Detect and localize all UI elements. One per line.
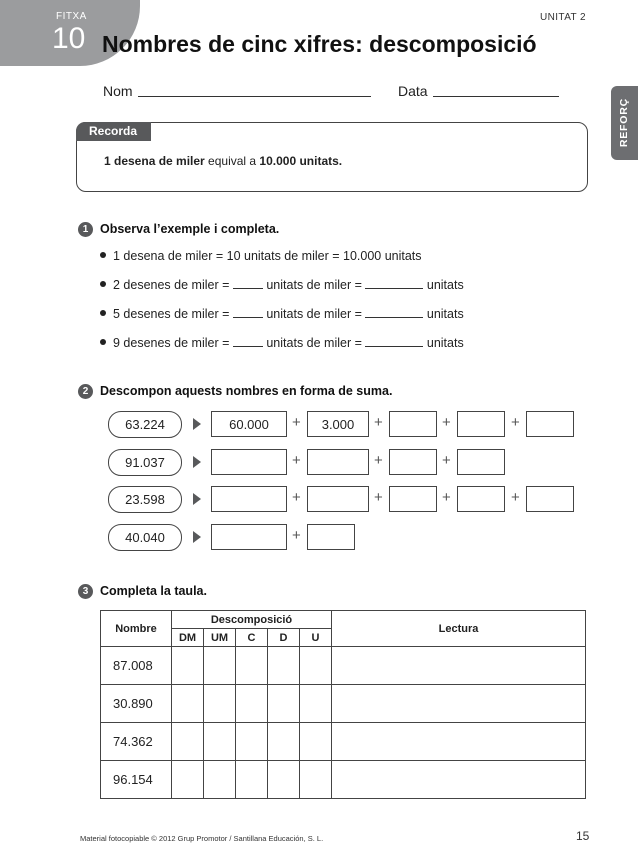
plus-sign: + (292, 452, 301, 469)
plus-sign: + (292, 527, 301, 544)
answer-box[interactable] (211, 449, 287, 475)
bullet-icon (100, 281, 106, 287)
answer-box[interactable] (457, 486, 505, 512)
plus-sign: + (442, 414, 451, 431)
cell-c[interactable] (236, 761, 268, 799)
exercise-2-title: Descompon aquests nombres en forma de suma. (100, 384, 393, 398)
row-middle: unitats de miler = (266, 307, 362, 321)
header-descomposicio: Descomposició (172, 611, 332, 629)
reforc-label: REFORÇ (618, 98, 630, 148)
header-lectura: Lectura (332, 611, 586, 647)
nom-field[interactable] (138, 96, 371, 97)
cell-um[interactable] (204, 647, 236, 685)
row-number: 30.890 (101, 685, 172, 723)
copyright-footer: Material fotocopiable © 2012 Grup Promotor / Santillana Educación, S. L. (80, 834, 324, 843)
cell-um[interactable] (204, 761, 236, 799)
row-suffix: unitats (426, 307, 464, 321)
table-row (101, 761, 586, 799)
exercise-1-row (100, 278, 464, 292)
answer-box[interactable] (307, 486, 369, 512)
header-u: U (300, 629, 332, 647)
bullet-icon (100, 310, 106, 316)
answer-blank[interactable] (365, 336, 423, 347)
recorda-value: 10.000 unitats. (259, 154, 343, 168)
answer-box[interactable] (211, 524, 287, 550)
number-pill: 63.224 (108, 411, 182, 438)
cell-c[interactable] (236, 647, 268, 685)
exercise-1-row (100, 336, 464, 350)
cell-u[interactable] (300, 647, 332, 685)
cell-lectura[interactable] (332, 685, 586, 723)
reforc-side-tab (611, 86, 638, 160)
plus-sign: + (374, 452, 383, 469)
table-row (101, 723, 586, 761)
cell-um[interactable] (204, 723, 236, 761)
plus-sign: + (374, 414, 383, 431)
row-prefix: 5 desenes de miler = (113, 307, 230, 321)
answer-box[interactable] (389, 411, 437, 437)
answer-blank[interactable] (365, 278, 423, 289)
header-d: D (268, 629, 300, 647)
arrow-right-icon (193, 493, 201, 505)
recorda-text (104, 154, 342, 168)
header-um: UM (204, 629, 236, 647)
row-number: 96.154 (101, 761, 172, 799)
plus-sign: + (292, 489, 301, 506)
recorda-connector: equival a (204, 154, 260, 168)
row-prefix: 9 desenes de miler = (113, 336, 230, 350)
row-number: 74.362 (101, 723, 172, 761)
row-suffix: unitats (426, 278, 464, 292)
header-dm: DM (172, 629, 204, 647)
page-title: Nombres de cinc xifres: descomposició (102, 31, 537, 57)
answer-box[interactable] (211, 486, 287, 512)
cell-u[interactable] (300, 761, 332, 799)
cell-dm[interactable] (172, 761, 204, 799)
cell-d[interactable] (268, 761, 300, 799)
exercise-3-title: Completa la taula. (100, 584, 207, 598)
exercise-1-number: 1 (78, 222, 93, 237)
number-pill: 40.040 (108, 524, 182, 551)
data-field[interactable] (433, 96, 559, 97)
header-c: C (236, 629, 268, 647)
exercise-1-row (100, 307, 464, 321)
answer-box[interactable] (526, 411, 574, 437)
fitxa-label: FITXA (56, 11, 87, 22)
example-text: 1 desena de miler = 10 unitats de miler = 10.000 unitats (113, 249, 422, 263)
answer-box[interactable] (307, 524, 355, 550)
row-suffix: unitats (426, 336, 464, 350)
answer-box[interactable] (307, 449, 369, 475)
cell-lectura[interactable] (332, 761, 586, 799)
recorda-term: 1 desena de miler (104, 154, 205, 168)
answer-box[interactable] (389, 449, 437, 475)
row-middle: unitats de miler = (266, 336, 362, 350)
cell-d[interactable] (268, 723, 300, 761)
answer-box[interactable] (457, 411, 505, 437)
cell-d[interactable] (268, 647, 300, 685)
row-prefix: 2 desenes de miler = (113, 278, 230, 292)
answer-blank[interactable] (233, 336, 263, 347)
page-number: 15 (576, 829, 590, 843)
arrow-right-icon (193, 418, 201, 430)
cell-um[interactable] (204, 685, 236, 723)
cell-u[interactable] (300, 685, 332, 723)
answer-blank[interactable] (233, 307, 263, 318)
answer-box[interactable] (457, 449, 505, 475)
plus-sign: + (374, 489, 383, 506)
plus-sign: + (511, 414, 520, 431)
arrow-right-icon (193, 456, 201, 468)
exercise-2-number: 2 (78, 384, 93, 399)
cell-lectura[interactable] (332, 723, 586, 761)
bullet-icon (100, 252, 106, 258)
decomposition-table (100, 610, 586, 799)
cell-lectura[interactable] (332, 647, 586, 685)
answer-blank[interactable] (233, 278, 263, 289)
header-nombre: Nombre (101, 611, 172, 647)
cell-dm[interactable] (172, 685, 204, 723)
number-pill: 91.037 (108, 449, 182, 476)
plus-sign: + (292, 414, 301, 431)
plus-sign: + (442, 489, 451, 506)
unit-label: UNITAT 2 (540, 12, 586, 23)
table-row (101, 685, 586, 723)
answer-box[interactable] (389, 486, 437, 512)
cell-d[interactable] (268, 685, 300, 723)
exercise-1-title: Observa l’exemple i completa. (100, 222, 280, 236)
row-number: 87.008 (101, 647, 172, 685)
data-label: Data (398, 83, 428, 99)
recorda-tag (76, 122, 151, 141)
cell-dm[interactable] (172, 723, 204, 761)
fitxa-number: 10 (52, 22, 86, 55)
answer-box[interactable] (526, 486, 574, 512)
plus-sign: + (511, 489, 520, 506)
bullet-icon (100, 339, 106, 345)
cell-u[interactable] (300, 723, 332, 761)
plus-sign: + (442, 452, 451, 469)
number-pill: 23.598 (108, 486, 182, 513)
nom-label: Nom (103, 83, 133, 99)
arrow-right-icon (193, 531, 201, 543)
cell-c[interactable] (236, 685, 268, 723)
answer-box[interactable]: 60.000 (211, 411, 287, 437)
answer-box[interactable]: 3.000 (307, 411, 369, 437)
cell-dm[interactable] (172, 647, 204, 685)
cell-c[interactable] (236, 723, 268, 761)
answer-blank[interactable] (365, 307, 423, 318)
table-row (101, 647, 586, 685)
exercise-1-example (100, 249, 422, 263)
exercise-3-number: 3 (78, 584, 93, 599)
row-middle: unitats de miler = (266, 278, 362, 292)
recorda-tag-label: Recorda (89, 124, 138, 138)
